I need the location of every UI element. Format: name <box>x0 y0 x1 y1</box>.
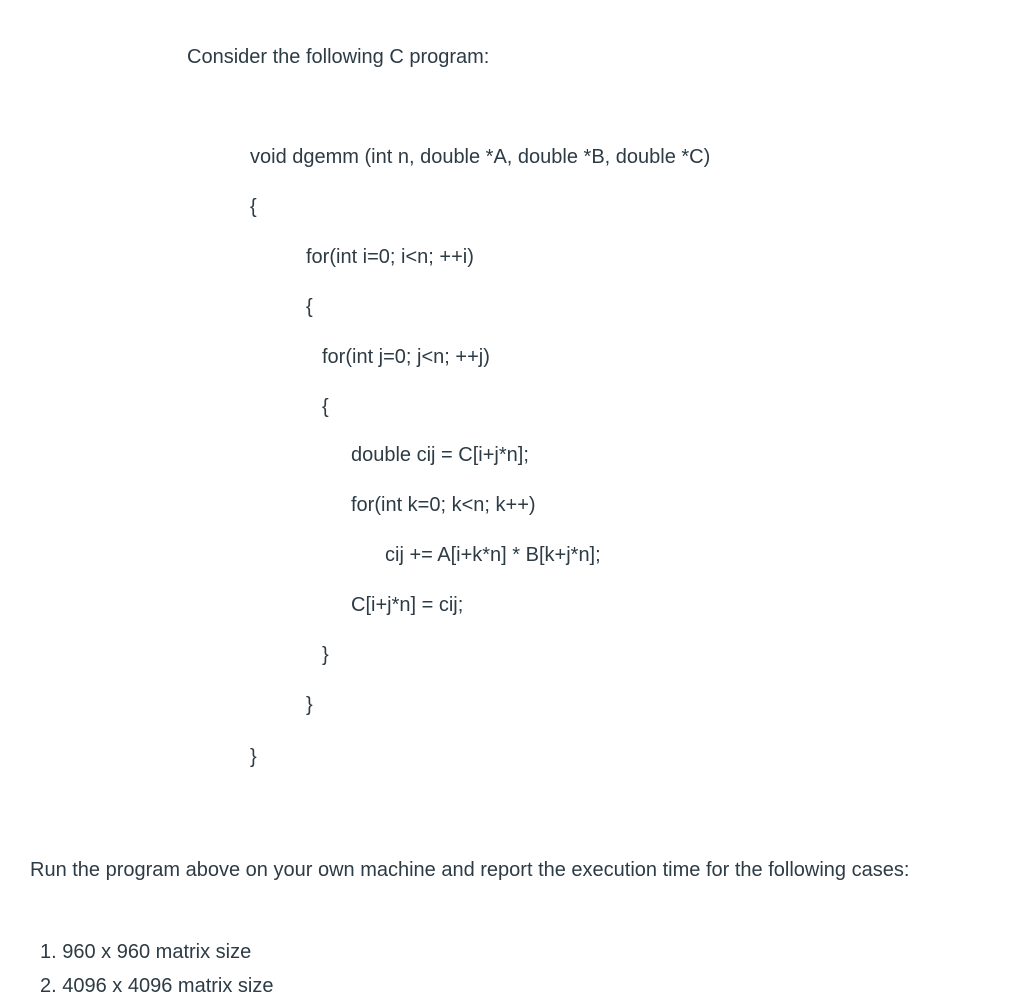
function-signature: void dgemm (int n, double *A, double *B, double *C) <box>250 146 711 168</box>
intro-text: Consider the following C program: <box>187 46 490 68</box>
middle-loop-open-brace: { <box>322 396 329 418</box>
list-item-number: 2. <box>40 975 57 997</box>
list-item-number: 1. <box>40 941 57 963</box>
list-item <box>40 974 273 998</box>
list-item-text: 4096 x 4096 matrix size <box>62 975 274 997</box>
inner-loop: for(int k=0; k<n; k++) <box>351 494 536 516</box>
function-close-brace: } <box>250 746 257 768</box>
accumulate-statement: cij += A[i+k*n] * B[k+j*n]; <box>385 544 601 566</box>
middle-loop-close-brace: } <box>322 644 329 666</box>
store-statement: C[i+j*n] = cij; <box>351 594 464 616</box>
function-open-brace: { <box>250 196 257 218</box>
list-item-text: 960 x 960 matrix size <box>62 941 252 963</box>
outer-loop-close-brace: } <box>306 694 313 716</box>
instruction-text: Run the program above on your own machine and report the execution time for the following cases: <box>30 859 910 881</box>
outer-loop-open-brace: { <box>306 296 313 318</box>
cij-declaration: double cij = C[i+j*n]; <box>351 444 529 466</box>
outer-loop: for(int i=0; i<n; ++i) <box>306 246 474 268</box>
middle-loop: for(int j=0; j<n; ++j) <box>322 346 490 368</box>
list-item <box>40 940 251 964</box>
